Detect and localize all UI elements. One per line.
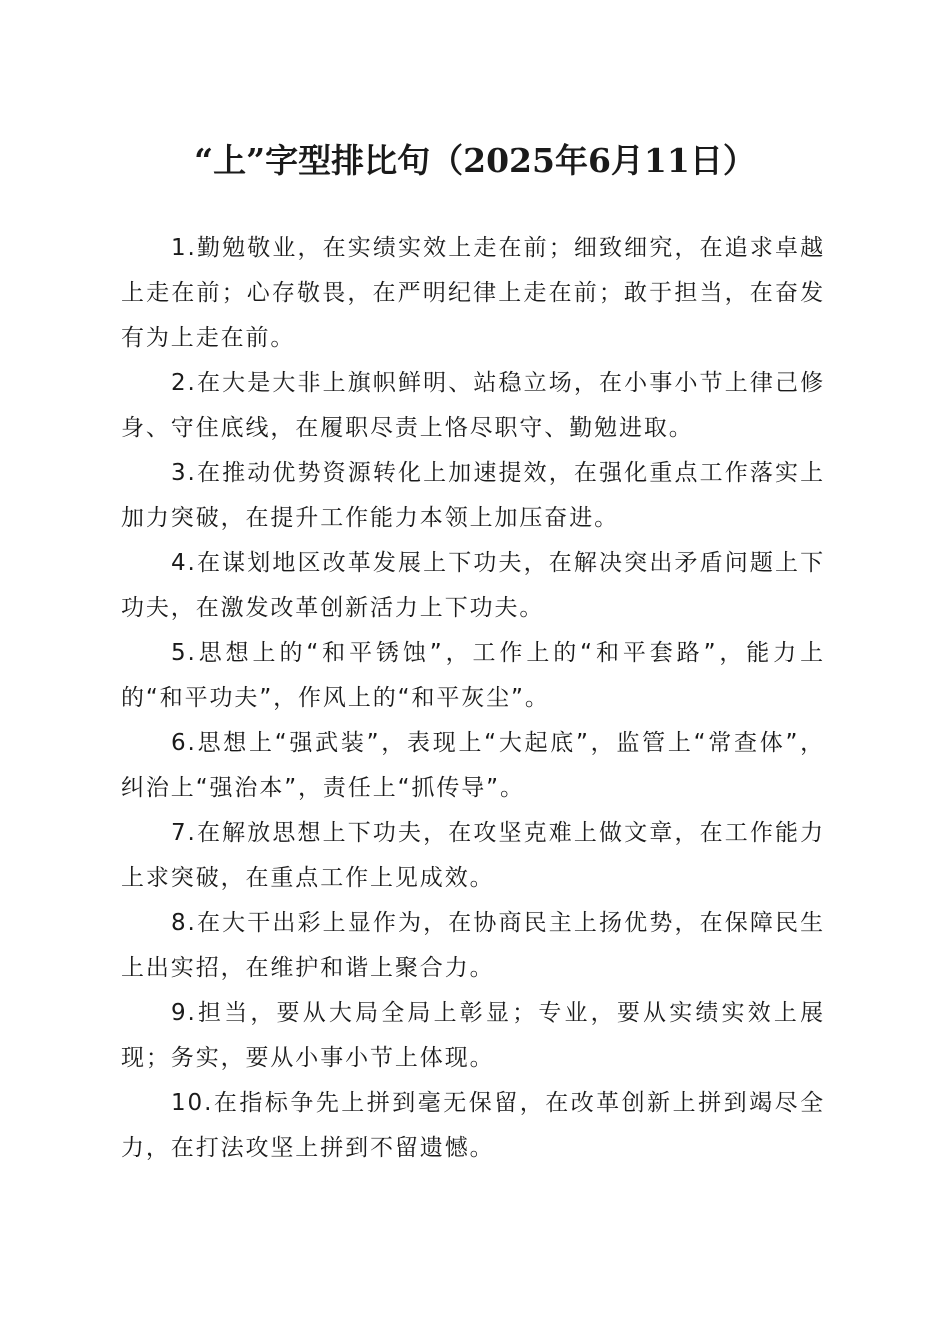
paragraph-10: 10.在指标争先上拼到毫无保留，在改革创新上拼到竭尽全力，在打法攻坚上拼到不留遗憾。 bbox=[121, 1090, 825, 1161]
document-body bbox=[121, 226, 825, 1171]
paragraph-5: 5.思想上的“和平锈蚀”，工作上的“和平套路”，能力上的“和平功夫”，作风上的“和平灰尘”。 bbox=[121, 640, 825, 711]
paragraph-7: 7.在解放思想上下功夫，在攻坚克难上做文章，在工作能力上求突破，在重点工作上见成效。 bbox=[121, 820, 825, 891]
paragraph-6: 6.思想上“强武装”，表现上“大起底”，监管上“常查体”，纠治上“强治本”，责任上“抓传导”。 bbox=[121, 730, 825, 801]
paragraph-2: 2.在大是大非上旗帜鲜明、站稳立场，在小事小节上律己修身、守住底线，在履职尽责上恪尽职守、勤勉进取。 bbox=[121, 370, 825, 441]
paragraph-3: 3.在推动优势资源转化上加速提效，在强化重点工作落实上加力突破，在提升工作能力本领上加压奋进。 bbox=[121, 460, 825, 531]
paragraph-1: 1.勤勉敬业，在实绩实效上走在前；细致细究，在追求卓越上走在前；心存敬畏，在严明纪律上走在前；敢于担当，在奋发有为上走在前。 bbox=[121, 235, 825, 351]
paragraph-4: 4.在谋划地区改革发展上下功夫，在解决突出矛盾问题上下功夫，在激发改革创新活力上下功夫。 bbox=[121, 550, 825, 621]
document-title: “上”字型排比句（2025年6月11日） bbox=[194, 141, 756, 180]
paragraph-8: 8.在大干出彩上显作为，在协商民主上扬优势，在保障民生上出实招，在维护和谐上聚合力。 bbox=[121, 910, 825, 981]
paragraph-9: 9.担当，要从大局全局上彰显；专业，要从实绩实效上展现；务实，要从小事小节上体现。 bbox=[121, 1000, 825, 1071]
